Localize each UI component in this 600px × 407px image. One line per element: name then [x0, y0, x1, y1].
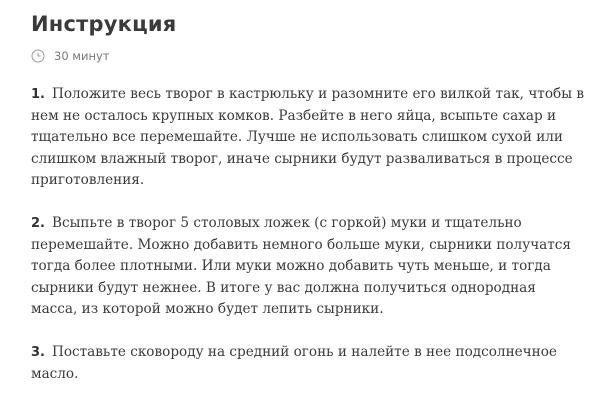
step-text: Всыпьте в творог 5 столовых ложек (с горкой) муки и тщательно перемешайте. Можно добавить немного больше муки, сырники получатся тогда более плотными. Или муки можно добавить чуть меньше, и тогда сырники будут нежнее. В итоге у вас должна получиться однородная масса, из которой можно будет лепить сырники.	[31, 215, 571, 317]
step-number: 1.	[31, 87, 45, 102]
cooking-time	[31, 49, 109, 63]
step-text: Положите весь творог в кастрюльку и разомните его вилкой так, чтобы в нем не осталось крупных комков. Разбейте в него яйца, всыпьте сахар и тщательно все перемешайте. Лучше не использовать слишком сухой или слишком влажный творог, иначе сырники будут разваливаться в процессе приготовления.	[31, 86, 584, 188]
step-text: Поставьте сковороду на средний огонь и налейте в нее подсолнечное масло.	[31, 344, 557, 382]
clock-icon	[31, 49, 45, 63]
step-number: 3.	[31, 345, 45, 360]
step-item	[31, 342, 586, 385]
section-title: Инструкция	[31, 12, 177, 36]
step-item	[31, 84, 586, 192]
cooking-time-text: 30 минут	[54, 49, 110, 63]
steps-list	[31, 84, 586, 407]
step-number: 2.	[31, 216, 45, 231]
step-item	[31, 213, 586, 321]
